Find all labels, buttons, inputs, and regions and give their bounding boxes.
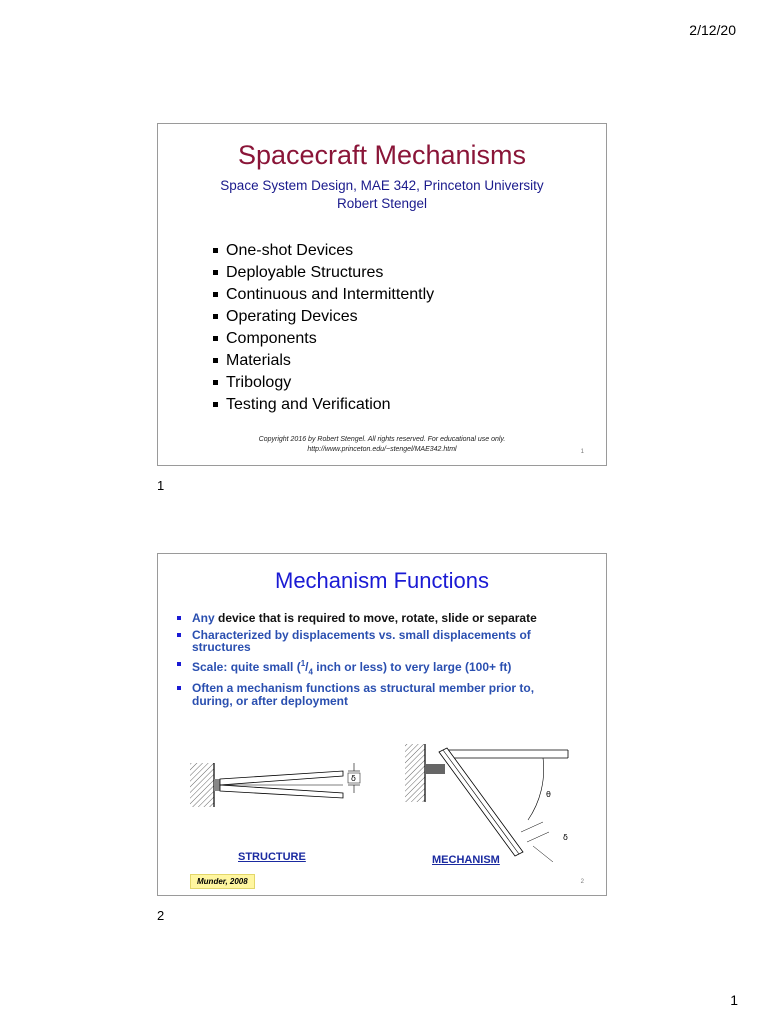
list-item: Testing and Verification (213, 394, 434, 416)
list-item (176, 612, 556, 625)
list-item (176, 658, 556, 679)
mechanism-diagram (403, 742, 593, 862)
slide-label-2: 2 (157, 908, 165, 923)
bullet-list (176, 612, 556, 711)
slide-1[interactable] (157, 123, 607, 466)
list-item: Components (213, 328, 434, 350)
bullet-emphasis: Any (192, 611, 215, 625)
slide-corner-number: 2 (580, 879, 584, 885)
page-date: 2/12/20 (689, 22, 736, 38)
list-item: One-shot Devices (213, 240, 434, 262)
fraction-denominator: 4 (308, 666, 313, 676)
slide-2[interactable] (157, 553, 607, 896)
source-badge: Munder, 2008 (190, 874, 255, 889)
slide-author: Robert Stengel (336, 196, 428, 211)
list-item-continuation (213, 306, 434, 328)
bullet-text: device that is required to move, rotate, slide or separate (214, 611, 537, 625)
list-item-text: Operating Devices (226, 308, 358, 325)
slide-label-1: 1 (157, 478, 165, 493)
list-item: Often a mechanism functions as structural member prior to, during, or after deployment (176, 682, 556, 707)
delta-label: δ (563, 833, 568, 842)
theta-label: θ (546, 790, 551, 799)
copyright-notice (158, 435, 606, 455)
list-item: Deployable Structures (213, 262, 434, 284)
delta-label: δ (351, 774, 356, 783)
fraction-slash: / (305, 659, 309, 674)
copyright-url: http://www.princeton.edu/~stengel/MAE342.html (307, 446, 457, 453)
slide-title: Spacecraft Mechanisms (237, 140, 527, 170)
bullet-list (213, 240, 434, 416)
fraction-numerator: 1 (300, 658, 306, 668)
slide-title: Mechanism Functions (275, 568, 489, 593)
list-item: Tribology (213, 372, 434, 394)
list-item: Continuous and Intermittently (213, 284, 434, 306)
list-item: Characterized by displacements vs. small displacements of structures (176, 629, 556, 654)
structure-label: STRUCTURE (238, 851, 306, 863)
slide-corner-number: 1 (580, 449, 584, 455)
copyright-text: Copyright 2016 by Robert Stengel. All rights reserved. For educational use only. (258, 436, 506, 443)
bullet-text: Scale: quite small ( (192, 659, 301, 674)
list-item: Materials (213, 350, 434, 372)
structure-diagram (188, 749, 378, 819)
slide-subtitle: Space System Design, MAE 342, Princeton University (220, 178, 544, 193)
bullet-text: inch or less) to very large (100+ ft) (312, 659, 512, 674)
page-number: 1 (730, 992, 738, 1008)
mechanism-label: MECHANISM (432, 854, 500, 866)
